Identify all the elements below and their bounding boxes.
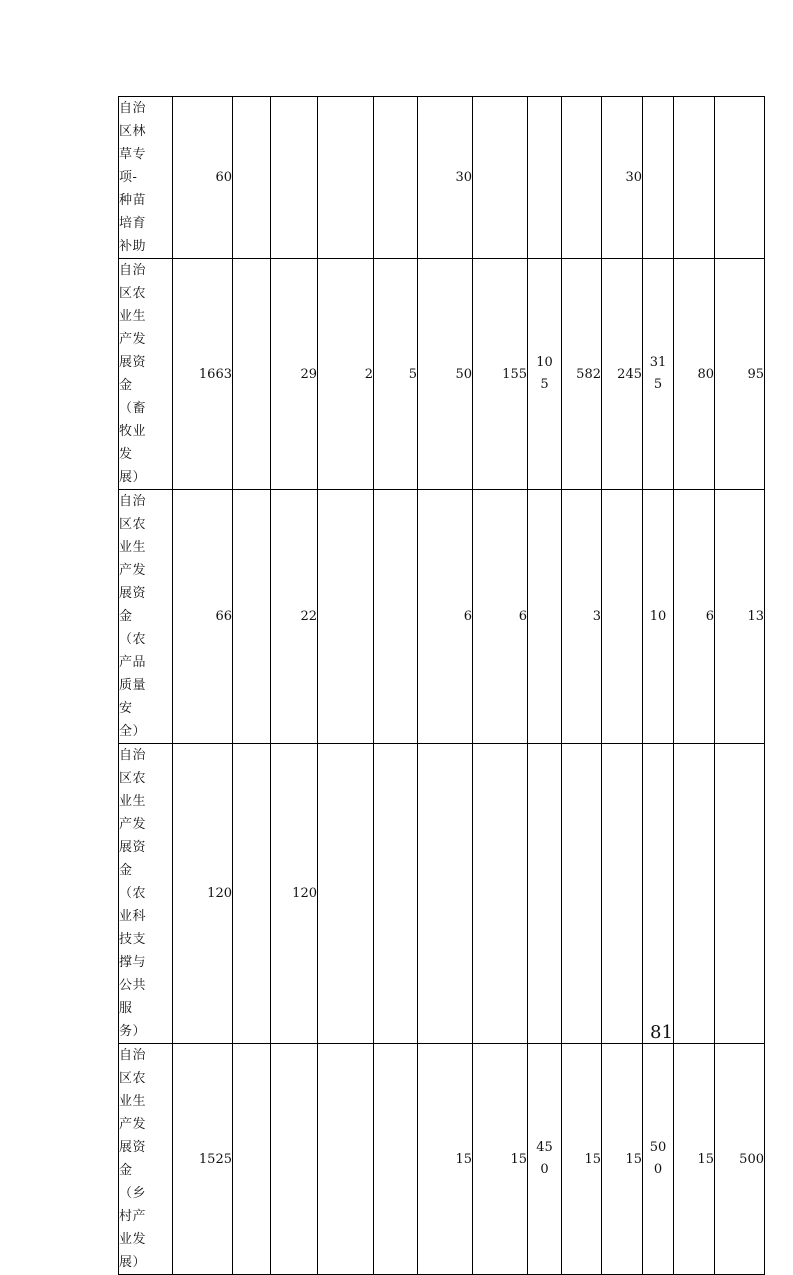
value-cell: 6	[674, 490, 715, 744]
value-cell	[602, 490, 643, 744]
value-cell: 15	[602, 1044, 643, 1275]
table-row	[119, 259, 765, 490]
value-text: 450	[536, 1140, 553, 1177]
table-row	[119, 744, 765, 1044]
row-label-cell	[119, 490, 173, 744]
value-cell	[374, 97, 418, 259]
value-cell	[528, 259, 562, 490]
row-label-cell	[119, 97, 173, 259]
page-number: 81	[650, 1022, 673, 1043]
total-cell: 1663	[173, 259, 233, 490]
funding-table	[118, 96, 765, 1275]
value-cell	[674, 97, 715, 259]
value-cell	[528, 97, 562, 259]
total-cell: 66	[173, 490, 233, 744]
value-cell: 29	[271, 259, 318, 490]
value-cell: 15	[473, 1044, 528, 1275]
value-cell	[643, 490, 674, 744]
row-label-cell	[119, 259, 173, 490]
value-cell: 15	[562, 1044, 602, 1275]
value-cell	[271, 1044, 318, 1275]
value-cell	[233, 1044, 271, 1275]
value-cell: 80	[674, 259, 715, 490]
value-cell: 15	[418, 1044, 473, 1275]
row-label: 自治区林草专项-种苗培育补助	[119, 101, 147, 254]
value-cell	[473, 744, 528, 1044]
row-label-cell	[119, 1044, 173, 1275]
value-cell	[233, 97, 271, 259]
value-cell	[528, 744, 562, 1044]
value-cell	[473, 97, 528, 259]
value-cell: 95	[715, 259, 765, 490]
value-cell: 6	[473, 490, 528, 744]
value-cell	[233, 744, 271, 1044]
row-label: 自治区农业生产发展资金（农业科技支撑与公共服务）	[119, 748, 147, 1039]
value-cell	[318, 744, 374, 1044]
value-cell	[374, 744, 418, 1044]
value-cell	[271, 97, 318, 259]
value-cell	[233, 259, 271, 490]
value-cell: 5	[374, 259, 418, 490]
value-cell	[674, 744, 715, 1044]
value-cell	[374, 1044, 418, 1275]
total-cell: 1525	[173, 1044, 233, 1275]
value-cell	[528, 1044, 562, 1275]
value-cell	[643, 259, 674, 490]
value-text: 105	[536, 355, 553, 392]
value-cell: 2	[318, 259, 374, 490]
table-row	[119, 490, 765, 744]
value-cell: 3	[562, 490, 602, 744]
value-cell	[643, 97, 674, 259]
value-cell: 30	[602, 97, 643, 259]
row-label: 自治区农业生产发展资金（乡村产业发展）	[119, 1048, 147, 1270]
value-cell	[318, 490, 374, 744]
value-cell: 6	[418, 490, 473, 744]
value-text: 10	[649, 608, 667, 624]
value-cell	[374, 490, 418, 744]
value-text: 315	[649, 355, 667, 392]
value-text: 500	[649, 1140, 667, 1177]
value-cell	[643, 744, 674, 1044]
value-cell: 500	[715, 1044, 765, 1275]
table-row	[119, 97, 765, 259]
value-cell: 50	[418, 259, 473, 490]
value-cell: 22	[271, 490, 318, 744]
value-cell: 582	[562, 259, 602, 490]
row-label: 自治区农业生产发展资金（农产品质量安全）	[119, 494, 147, 739]
value-cell	[602, 744, 643, 1044]
value-cell: 120	[271, 744, 318, 1044]
table-row	[119, 1044, 765, 1275]
value-cell	[528, 490, 562, 744]
value-cell	[233, 490, 271, 744]
value-cell	[418, 744, 473, 1044]
value-cell	[562, 97, 602, 259]
row-label: 自治区农业生产发展资金（畜牧业发展）	[119, 263, 147, 485]
value-cell	[562, 744, 602, 1044]
value-cell	[715, 744, 765, 1044]
value-cell: 13	[715, 490, 765, 744]
value-cell	[715, 97, 765, 259]
total-cell: 60	[173, 97, 233, 259]
value-cell: 245	[602, 259, 643, 490]
value-cell	[318, 1044, 374, 1275]
value-cell	[643, 1044, 674, 1275]
value-cell: 155	[473, 259, 528, 490]
row-label-cell	[119, 744, 173, 1044]
value-cell: 30	[418, 97, 473, 259]
total-cell: 120	[173, 744, 233, 1044]
value-cell: 15	[674, 1044, 715, 1275]
value-cell	[318, 97, 374, 259]
